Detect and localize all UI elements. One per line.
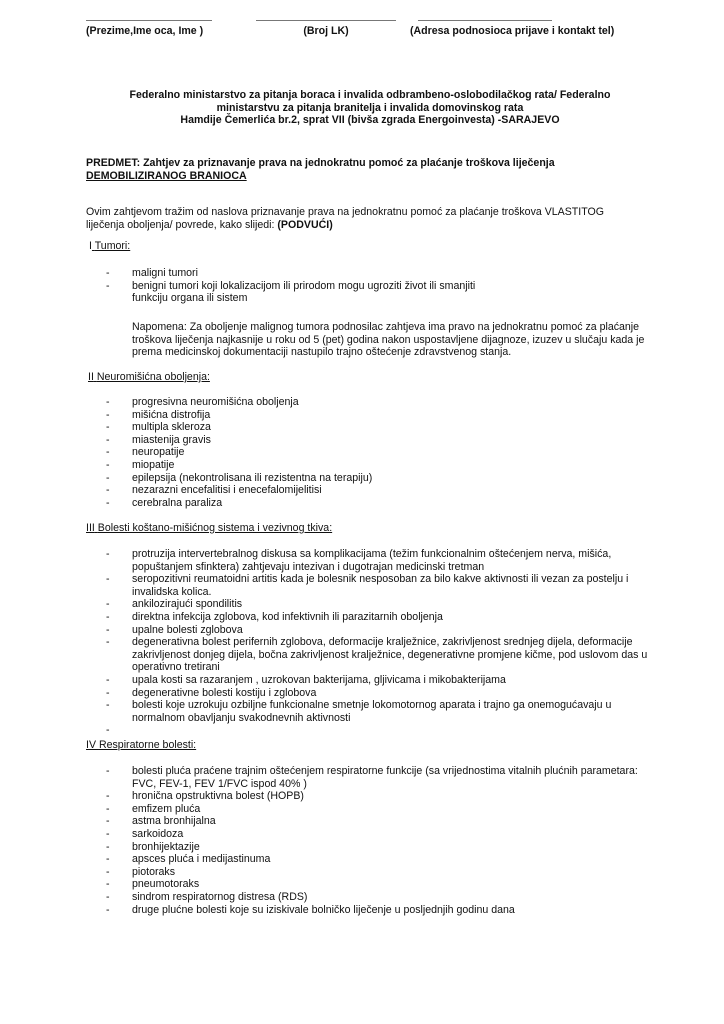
signature-line [418, 20, 552, 21]
section-number: I [89, 240, 92, 252]
subject-line-1: PREDMET: Zahtjev za priznavanje prava na jednokratnu pomoć za plaćanje troškova liječenja [86, 157, 555, 169]
list-item-empty [106, 724, 661, 737]
list-item: - cerebralna paraliza [106, 497, 661, 510]
list-item: - miopatije [106, 459, 661, 472]
list-item: - benigni tumori koji lokalizacijom ili prirodom mogu ugroziti život ili smanjiti funkciju organa ili sistem [106, 280, 486, 305]
field-id-card-label: (Broj LK) [303, 25, 349, 37]
section-number: III [86, 522, 95, 534]
list-item: - astma bronhijalna [106, 815, 661, 828]
section-number: II [88, 371, 94, 383]
list-item: - maligni tumori [106, 267, 486, 280]
field-name-label: (Prezime,Ime oca, Ime ) [86, 25, 204, 37]
list-item: - sindrom respiratornog distresa (RDS) [106, 891, 661, 904]
intro-line-1: Ovim zahtjevom tražim od naslova priznavanje prava na jednokratnu pomoć za plaćanje troškova VLASTITOG [86, 206, 604, 218]
list-item: - nezarazni encefalitisi i enecefalomijelitisi [106, 484, 661, 497]
list-neuromuscular [106, 396, 661, 509]
signature-line [86, 20, 212, 21]
list-item: - emfizem pluća [106, 803, 661, 816]
list-item: - sarkoidoza [106, 828, 661, 841]
field-id-card [256, 20, 396, 38]
list-tumors [106, 267, 486, 305]
list-item: - druge plućne bolesti koje su iziskivale bolničko liječenje u posljednjih godinu dana [106, 904, 661, 917]
list-respiratory [106, 765, 661, 916]
list-item: - direktna infekcija zglobova, kod infektivnih ili parazitarnih oboljenja [106, 611, 661, 624]
section-title-musculoskeletal [86, 522, 332, 535]
list-item: - epilepsija (nekontrolisana ili rezistentna na terapiju) [106, 472, 661, 485]
list-musculoskeletal [106, 548, 661, 737]
ministry-line-2: ministarstvu za pitanja branitelja i invalida domovinskog rata [216, 101, 524, 114]
list-item: - apsces pluća i medijastinuma [106, 853, 661, 866]
list-item: - pneumotoraks [106, 878, 661, 891]
subject-line-2: DEMOBILIZIRANOG BRANIOCA [86, 169, 247, 182]
subject [86, 157, 646, 182]
section-number: IV [86, 739, 97, 751]
list-item: - seropozitivni reumatoidni artitis kada je bolesnik nesposoban za bilo kakve aktivnosti ili vezan za postelju i invalidska kolica. [106, 573, 661, 598]
section-title-text: Bolesti koštano-mišićnog sistema i vezivnog tkiva: [97, 522, 333, 534]
signature-line [256, 20, 396, 21]
list-item: - mišićna distrofija [106, 409, 661, 422]
list-item: - neuropatije [106, 446, 661, 459]
section-title-text: Tumori: [94, 240, 131, 252]
field-name [86, 20, 212, 38]
section-title-text: Respiratorne bolesti: [98, 739, 197, 751]
list-item: - degenerativna bolest perifernih zglobova, deformacije kralježnice, zakrivljenost srednjeg dijela, deformacije zakrivljenost donjeg dijela, bočna zakrivljenost kralježnice, degenerativne promjene kičme, pod uslovom das u operativno tretirani [106, 636, 661, 674]
list-item: - bolesti koje uzrokuju ozbiljne funkcionalne smetnje lokomotornog aparata i trajno ga onemogućavaju u normalnom obavljanju svakodnevnih aktivnosti [106, 699, 661, 724]
ministry-address [90, 89, 650, 127]
list-item: - multipla skleroza [106, 421, 661, 434]
ministry-line-1: Federalno ministarstvo za pitanja boraca i invalida odbrambeno-oslobodilačkog rata/ Federalno [129, 89, 611, 101]
list-item: - miastenija gravis [106, 434, 661, 447]
list-item: - piotoraks [106, 866, 661, 879]
list-item: - ankilozirajući spondilitis [106, 598, 661, 611]
list-item: - upalne bolesti zglobova [106, 624, 661, 637]
section-title-tumors [89, 240, 130, 253]
field-address [410, 20, 614, 38]
intro-paragraph [86, 206, 656, 231]
list-item: - progresivna neuromišićna oboljenja [106, 396, 661, 409]
field-address-label: (Adresa podnosioca prijave i kontakt tel) [410, 25, 615, 37]
list-item: - bronhijektazije [106, 841, 661, 854]
list-item: - degenerativne bolesti kostiju i zglobova [106, 687, 661, 700]
section-title-text: Neuromišićna oboljenja: [96, 371, 210, 383]
list-item: - protruzija intervertebralnog diskusa sa komplikacijama (težim funkcionalnim oštećenjem nerva, mišića, popuštanjem sfinktera) zahtjevaju intezivan i dugotrajan medicinski tretman [106, 548, 661, 573]
list-item: - bolesti pluća praćene trajnim oštećenjem respiratorne funkcije (sa vrijednostima vitalnih plućnih parametara: FVC, FEV-1, FEV 1/FVC ispod 40% ) [106, 765, 661, 790]
section-title-respiratory [86, 739, 196, 752]
tumor-note: Napomena: Za oboljenje malignog tumora podnosilac zahtjeva ima pravo na jednokratnu pomoć za plaćanje troškova liječenja najkasnije u roku od 5 (pet) godina nakon uspostavljene dijagnoze, izuzev u slučaju kada je prema medicinskoj dokumentaciji nastupilo trajno oštećenje zdravstvenog stanja. [132, 321, 645, 359]
section-title-neuromuscular [88, 371, 210, 384]
ministry-line-3: Hamdije Čemerlića br.2, sprat VII (bivša zgrada Energoinvesta) -SARAJEVO [180, 114, 560, 127]
list-item: - hronična opstruktivna bolest (HOPB) [106, 790, 661, 803]
intro-emphasis: (PODVUĆI) [277, 218, 333, 231]
list-item: - upala kosti sa razaranjem , uzrokovan bakterijama, gljivicama i mikobakterijama [106, 674, 661, 687]
intro-line-2: liječenja oboljenja/ povrede, kako slijedi: [86, 218, 278, 231]
